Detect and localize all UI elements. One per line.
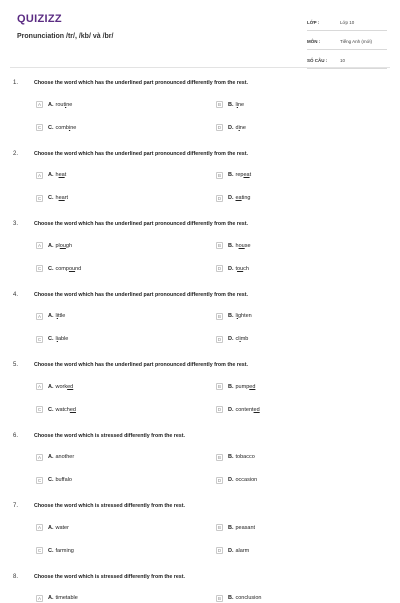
worksheet-title: Pronunciation /tr/, /kb/ và /br/ (17, 33, 114, 40)
answer-option[interactable] (36, 476, 72, 485)
answer-option[interactable] (36, 241, 72, 250)
option-label: A. (48, 383, 54, 390)
option-label: C. (48, 124, 54, 131)
option-word-underlined: ea (243, 172, 250, 178)
option-word-start: tobacco (235, 454, 255, 460)
option-word-underlined: ou (59, 242, 66, 249)
option-label: C. (48, 547, 54, 554)
option-letter-box[interactable]: B (217, 454, 221, 460)
answer-option[interactable] (216, 405, 260, 414)
option-letter-box[interactable]: A (37, 313, 41, 319)
question-text: Choose the word which has the underlined part pronounced differently from the rest. (34, 291, 248, 298)
option-word-end: ting (241, 195, 251, 201)
option-text (228, 454, 255, 460)
option-word-end: mb (240, 336, 249, 342)
answer-option[interactable] (216, 382, 255, 391)
option-word-underlined: ea (58, 172, 65, 178)
option-word-start: content (235, 406, 254, 413)
option-word-underlined: ed (69, 406, 76, 413)
option-label: B. (228, 383, 234, 390)
answer-option[interactable] (216, 312, 252, 321)
meta-value: Lớp 10 (340, 20, 355, 25)
answer-option[interactable] (36, 594, 78, 603)
question-number: 6. (13, 432, 19, 439)
option-label: D. (228, 124, 234, 131)
option-letter-box[interactable]: A (37, 595, 41, 601)
quizizz-logo: QUIZIZZ (17, 13, 62, 25)
option-label: A. (48, 101, 54, 108)
option-word-start: timetable (55, 595, 78, 601)
option-text (48, 102, 72, 108)
option-label: B. (228, 524, 234, 531)
header-divider (10, 67, 390, 68)
option-word-start: farming (55, 547, 74, 554)
option-letter-box[interactable]: A (37, 243, 41, 248)
option-letter-box[interactable]: D (217, 195, 222, 201)
question-number: 1. (13, 80, 19, 86)
option-word-start: h (55, 195, 59, 201)
option-word-start: cl (235, 336, 240, 342)
option-word-start: another (55, 454, 75, 460)
option-label: D. (228, 336, 234, 342)
meta-row-class (307, 15, 387, 31)
option-word-end: ne (70, 124, 77, 131)
question-text: Choose the word which is stressed differently from the rest. (34, 573, 185, 580)
meta-label: SỐ CÂU : (307, 58, 328, 63)
answer-option[interactable] (36, 523, 69, 532)
answer-option[interactable] (36, 405, 76, 414)
option-letter-box[interactable]: B (217, 102, 221, 107)
answer-option[interactable] (216, 123, 246, 132)
answer-option[interactable] (36, 382, 73, 391)
option-letter-box[interactable]: B (217, 525, 221, 530)
option-label: A. (48, 454, 54, 460)
option-label: A. (48, 242, 54, 249)
meta-box (307, 15, 387, 72)
option-label: B. (228, 595, 234, 601)
option-text (48, 336, 68, 342)
option-text (228, 595, 262, 601)
option-word-end: ch (243, 265, 249, 272)
option-word-start: l (55, 313, 57, 319)
question-text: Choose the word which has the underlined part pronounced differently from the rest. (34, 80, 248, 86)
option-word-underlined: i (64, 101, 67, 108)
option-text (48, 407, 76, 413)
option-word-start: occasion (235, 477, 258, 483)
option-label: C. (48, 336, 54, 342)
option-text (228, 195, 251, 201)
option-word-underlined: i (238, 124, 240, 131)
answer-option[interactable] (36, 335, 68, 344)
option-word-start: rep (235, 172, 244, 178)
option-word-start: l (235, 313, 237, 319)
answer-option[interactable] (216, 171, 251, 180)
option-letter-box[interactable]: C (37, 407, 42, 412)
option-word-start: h (235, 242, 239, 249)
option-text (48, 384, 73, 390)
option-word-underlined: ea (58, 195, 65, 201)
option-text (228, 477, 257, 483)
option-text (228, 548, 249, 554)
option-word-underlined: i (236, 101, 238, 108)
option-label: D. (228, 195, 234, 201)
option-letter-box[interactable]: A (37, 102, 41, 107)
option-word-start: rout (55, 101, 65, 108)
answer-option[interactable] (36, 264, 81, 273)
option-letter-box[interactable]: B (217, 243, 221, 248)
option-word-end: nd (75, 265, 82, 272)
option-text (228, 336, 248, 342)
answer-option[interactable] (36, 453, 74, 462)
option-label: B. (228, 172, 234, 178)
option-label: B. (228, 313, 234, 319)
option-label: C. (48, 265, 54, 272)
answer-option[interactable] (36, 546, 74, 555)
option-label: A. (48, 524, 54, 531)
option-word-start: buffalo (55, 477, 72, 483)
option-text (228, 266, 249, 272)
option-label: D. (228, 477, 234, 483)
option-word-end: t (249, 172, 252, 178)
meta-value: Tiếng Anh (mới) (340, 39, 373, 44)
meta-label: MÔN : (307, 39, 321, 44)
option-word-end: ne (239, 124, 246, 131)
option-word-start: d (235, 124, 239, 131)
answer-option[interactable] (216, 194, 251, 203)
option-text (48, 525, 69, 531)
option-letter-box[interactable]: C (37, 195, 42, 201)
option-word-start: l (235, 101, 237, 108)
question-number: 4. (13, 291, 19, 298)
option-text (48, 313, 65, 319)
option-word-end: gh (65, 242, 73, 249)
option-word-end: ghten (237, 313, 252, 319)
option-word-start: pl (55, 242, 60, 249)
option-word-end: able (57, 336, 69, 342)
question-text: Choose the word which has the underlined part pronounced differently from the rest. (34, 150, 248, 157)
option-letter-box[interactable]: A (37, 525, 41, 530)
option-letter-box[interactable]: B (217, 595, 221, 601)
option-word-start: comp (55, 265, 69, 272)
option-label: C. (48, 406, 54, 413)
option-word-underlined: ed (253, 406, 260, 413)
option-word-end: ne (237, 101, 245, 108)
option-text (228, 407, 260, 413)
option-letter-box[interactable]: A (37, 454, 41, 460)
option-word-underlined: i (56, 313, 58, 319)
option-text (228, 313, 252, 319)
option-text (228, 243, 251, 249)
option-letter-box[interactable]: A (37, 172, 41, 178)
option-text (48, 454, 74, 460)
option-word-underlined: ed (249, 383, 256, 390)
option-letter-box[interactable]: D (217, 266, 222, 271)
option-label: B. (228, 242, 234, 249)
option-word-start: water (55, 524, 69, 531)
option-word-underlined: i (239, 336, 241, 342)
question-text: Choose the word which is stressed differently from the rest. (34, 503, 185, 509)
answer-option[interactable] (216, 100, 244, 109)
option-word-underlined: i (56, 336, 58, 342)
option-letter-box[interactable]: D (217, 477, 222, 483)
question-text: Choose the word which has the underlined part pronounced differently from the rest. (34, 362, 248, 368)
answer-option[interactable] (216, 476, 257, 485)
option-word-start: pump (235, 383, 250, 390)
option-word-underlined: ou (237, 265, 244, 272)
option-label: A. (48, 172, 54, 178)
option-text (48, 125, 76, 131)
option-letter-box[interactable]: D (217, 407, 222, 412)
option-text (48, 266, 81, 272)
option-label: A. (48, 313, 54, 319)
option-text (48, 548, 74, 554)
question-number: 3. (13, 221, 19, 227)
answer-option[interactable] (216, 594, 262, 603)
option-word-start: conclusion (235, 595, 262, 601)
option-letter-box[interactable]: B (217, 313, 221, 319)
option-text (48, 172, 66, 178)
option-word-end: rt (64, 195, 69, 201)
question-text: Choose the word which is stressed differently from the rest. (34, 432, 185, 439)
option-word-underlined: ea (235, 195, 242, 201)
meta-value: 10 (340, 58, 346, 63)
option-letter-box[interactable]: C (37, 336, 42, 342)
option-label: D. (228, 547, 234, 554)
answer-option[interactable] (216, 523, 255, 532)
option-text (48, 477, 72, 483)
option-word-end: t (64, 172, 67, 178)
option-word-underlined: ed (67, 383, 74, 390)
answer-option[interactable] (36, 312, 65, 321)
option-letter-box[interactable]: D (217, 125, 222, 130)
answer-option[interactable] (216, 546, 249, 555)
option-word-end: se (244, 242, 251, 249)
question-number: 7. (13, 503, 19, 509)
question-number: 5. (13, 362, 19, 368)
option-word-start: peasant (235, 524, 256, 531)
answer-option[interactable] (36, 171, 66, 180)
option-text (48, 195, 68, 201)
option-letter-box[interactable]: C (37, 266, 42, 271)
option-word-underlined: ou (238, 242, 245, 249)
option-letter-box[interactable]: C (37, 477, 42, 483)
option-letter-box[interactable]: B (217, 384, 221, 389)
option-word-end: ttle (57, 313, 66, 319)
answer-option[interactable] (216, 335, 248, 344)
option-word-start: l (55, 336, 57, 342)
answer-option[interactable] (216, 453, 255, 462)
option-word-underlined: i (236, 313, 238, 319)
option-word-underlined: ou (68, 265, 76, 272)
option-word-start: alarm (235, 547, 250, 554)
option-word-start: h (55, 172, 59, 178)
option-word-start: watch (55, 406, 70, 413)
option-word-start: t (235, 265, 238, 272)
option-label: A. (48, 595, 54, 601)
option-word-underlined: i (68, 124, 71, 131)
answer-option[interactable] (216, 264, 249, 273)
answer-option[interactable] (36, 194, 68, 203)
option-letter-box[interactable]: D (217, 336, 222, 342)
option-word-end: ne (66, 101, 73, 108)
meta-label: LỚP : (307, 20, 320, 25)
option-label: D. (228, 406, 234, 413)
option-letter-box[interactable]: D (217, 548, 222, 553)
question-number: 8. (13, 573, 19, 580)
option-letter-box[interactable]: C (37, 548, 42, 553)
option-label: C. (48, 477, 54, 483)
option-label: D. (228, 265, 234, 272)
answer-option[interactable] (36, 100, 72, 109)
meta-row-subject (307, 34, 387, 50)
option-word-start: work (55, 383, 68, 390)
option-label: B. (228, 454, 234, 460)
answer-option[interactable] (36, 123, 76, 132)
option-word-start: comb (55, 124, 69, 131)
option-letter-box[interactable]: C (37, 125, 42, 130)
option-text (228, 125, 246, 131)
option-text (228, 172, 251, 178)
option-text (228, 384, 255, 390)
option-text (228, 102, 244, 108)
question-number: 2. (13, 150, 19, 157)
option-text (228, 525, 255, 531)
answer-option[interactable] (216, 241, 251, 250)
option-label: C. (48, 195, 54, 201)
question-text: Choose the word which has the underlined part pronounced differently from the rest. (34, 221, 248, 227)
option-text (48, 595, 78, 601)
option-label: B. (228, 101, 234, 108)
option-letter-box[interactable]: B (217, 172, 221, 178)
option-letter-box[interactable]: A (37, 384, 41, 389)
option-text (48, 243, 72, 249)
